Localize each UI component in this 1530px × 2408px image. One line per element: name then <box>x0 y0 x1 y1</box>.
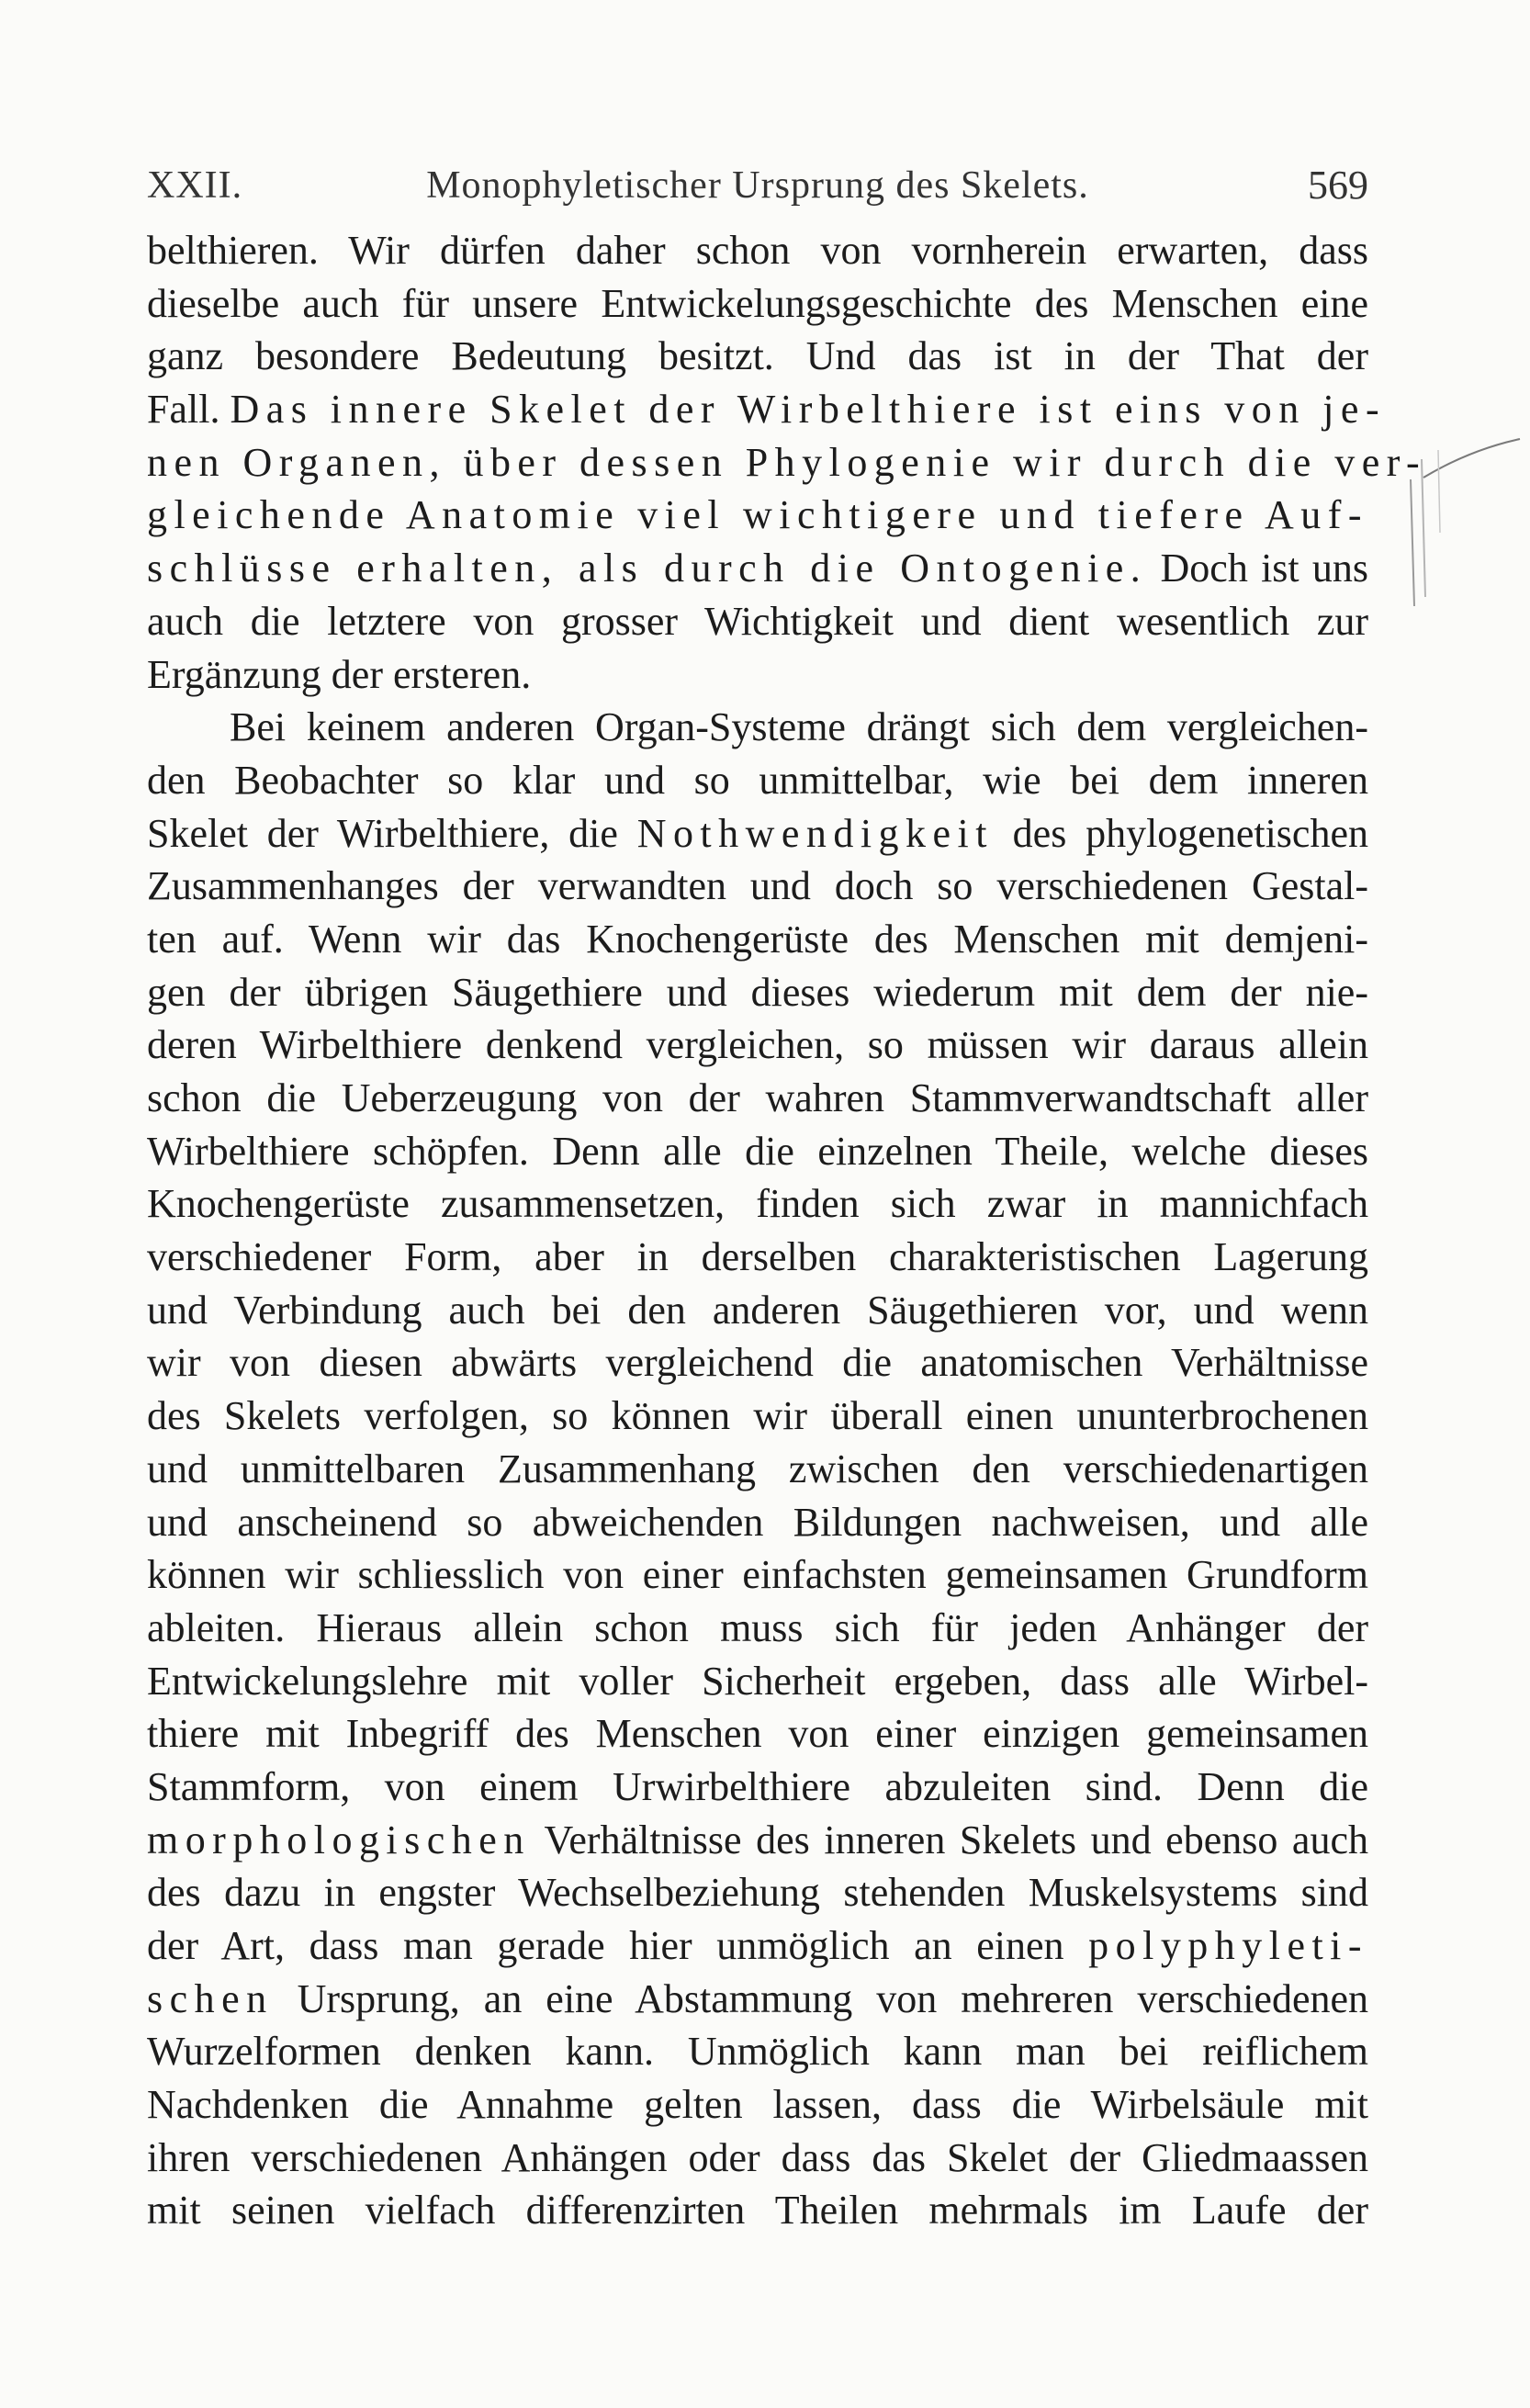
text-segment: dieselbe auch für unsere Entwickelungsgeschichte des Menschen eine <box>147 280 1368 326</box>
text-line <box>147 2132 1368 2185</box>
spaced-emphasis-text: morphologischen <box>147 1817 531 1862</box>
text-segment: Ergänzung der ersteren. <box>147 651 532 697</box>
text-line <box>147 1707 1368 1761</box>
text-line <box>147 1284 1368 1337</box>
text-line <box>147 1496 1368 1549</box>
text-line <box>147 1443 1368 1496</box>
text-segment: gen der übrigen Säugethiere und dieses wiederum mit dem der nie- <box>147 969 1368 1015</box>
text-segment: Ursprung, an eine Abstammung von mehreren verschiedenen <box>273 1975 1368 2021</box>
text-segment: belthieren. Wir dürfen daher schon von vornherein erwarten, dass <box>147 228 1368 273</box>
text-segment: Wirbelthiere schöpfen. Denn alle die einzelnen Theile, welche dieses <box>147 1128 1368 1174</box>
text-segment: Zusammenhanges der verwandten und doch so verschiedenen Gestal- <box>147 863 1368 909</box>
text-line <box>147 595 1368 648</box>
text-segment: Skelet der Wirbelthiere, die <box>147 810 637 856</box>
text-line <box>147 1548 1368 1602</box>
body-text <box>147 224 1427 2237</box>
text-line <box>147 1919 1368 1973</box>
page-number: 569 <box>1308 163 1368 208</box>
text-segment: deren Wirbelthiere denkend vergleichen, so müssen wir daraus allein <box>147 1022 1368 1068</box>
text-segment: wir von diesen abwärts vergleichend die anatomischen Verhältnisse <box>147 1340 1368 1386</box>
spaced-emphasis-text: nen Organen, über dessen Phylogenie wir durch die ver- <box>147 439 1427 485</box>
text-line <box>147 330 1368 383</box>
text-line <box>147 860 1368 913</box>
text-segment: Stammform, von einem Urwirbelthiere abzuleiten sind. Denn die <box>147 1763 1368 1809</box>
text-segment: den Beobachter so klar und so unmittelbar, wie bei dem inneren <box>147 757 1368 803</box>
text-line <box>147 754 1368 807</box>
text-line <box>147 2025 1368 2078</box>
text-line <box>147 436 1427 489</box>
text-line <box>147 1125 1368 1178</box>
text-line <box>147 1973 1368 2026</box>
text-line <box>147 1602 1368 1655</box>
text-segment: können wir schliesslich von einer einfachsten gemeinsamen Grundform <box>147 1552 1368 1598</box>
text-line <box>147 701 1368 754</box>
text-line <box>147 648 1368 702</box>
text-segment: verschiedener Form, aber in derselben charakteristischen Lagerung <box>147 1234 1368 1280</box>
spaced-emphasis-text: gleichende Anatomie viel wichtigere und tiefere Auf- <box>147 492 1368 538</box>
text-line <box>147 224 1368 277</box>
text-segment: schon die Ueberzeugung von der wahren Stammverwandtschaft aller <box>147 1075 1368 1120</box>
text-line <box>147 1072 1368 1125</box>
text-line <box>147 913 1368 966</box>
text-segment: Fall. <box>147 387 231 433</box>
margin-pencil-mark <box>1405 422 1524 643</box>
text-line <box>147 1231 1368 1284</box>
text-line <box>147 542 1368 595</box>
chapter-number: XXII. <box>147 164 243 207</box>
text-segment: und anscheinend so abweichenden Bildungen nachweisen, und alle <box>147 1499 1368 1545</box>
text-segment: auch die letztere von grosser Wichtigkeit und dient wesentlich zur <box>147 598 1368 644</box>
text-segment: des dazu in engster Wechselbeziehung stehenden Muskelsystems sind <box>147 1870 1368 1916</box>
running-title: Monophyletischer Ursprung des Skelets. <box>426 164 1089 207</box>
running-head <box>147 158 1368 213</box>
text-segment: des Skelets verfolgen, so können wir überall einen ununterbrochenen <box>147 1393 1368 1439</box>
text-segment: der Art, dass man gerade hier unmöglich an einen <box>147 1923 1089 1968</box>
text-line <box>147 807 1368 861</box>
text-segment: und unmittelbaren Zusammenhang zwischen den verschiedenartigen <box>147 1446 1368 1491</box>
text-segment: Bei keinem anderen Organ-Systeme drängt sich dem vergleichen- <box>230 704 1368 750</box>
text-line <box>147 1761 1368 1814</box>
text-segment: des phylogenetischen <box>993 810 1368 856</box>
text-line <box>147 277 1368 331</box>
text-line <box>147 1814 1368 1867</box>
text-line <box>147 1018 1368 1072</box>
text-segment: Wurzelformen denken kann. Unmöglich kann man bei reiflichem <box>147 2029 1368 2075</box>
spaced-emphasis-text: Das innere Skelet der Wirbelthiere ist eins von je- <box>230 387 1387 433</box>
text-segment: Knochengerüste zusammensetzen, finden sich zwar in mannichfach <box>147 1181 1368 1227</box>
spaced-emphasis-text: schlüsse erhalten, als durch die Ontogenie. <box>147 546 1148 591</box>
text-segment: ten auf. Wenn wir das Knochengerüste des Menschen mit demjeni- <box>147 916 1368 962</box>
text-segment: thiere mit Inbegriff des Menschen von einer einzigen gemeinsamen <box>147 1711 1368 1757</box>
spaced-emphasis-text: Nothwendigkeit <box>636 810 994 856</box>
text-line <box>147 966 1368 1019</box>
text-segment: Verhältnisse des inneren Skelets und ebenso auch <box>530 1817 1368 1862</box>
text-line <box>147 2184 1368 2237</box>
spaced-emphasis-text: polyphyleti- <box>1088 1923 1368 1968</box>
text-line <box>147 1866 1368 1919</box>
text-segment: Doch ist uns <box>1147 546 1369 591</box>
text-line <box>147 1336 1368 1390</box>
text-line <box>147 1390 1368 1443</box>
text-line <box>147 489 1368 542</box>
text-segment: Entwickelungslehre mit voller Sicherheit ergeben, dass alle Wirbel- <box>147 1658 1368 1704</box>
text-line <box>147 1655 1368 1708</box>
text-line <box>147 1177 1368 1231</box>
text-segment: Nachdenken die Annahme gelten lassen, dass die Wirbelsäule mit <box>147 2082 1368 2128</box>
text-segment: ihren verschiedenen Anhängen oder dass das Skelet der Gliedmaassen <box>147 2134 1368 2180</box>
text-segment: ganz besondere Bedeutung besitzt. Und das ist in der That der <box>147 333 1368 379</box>
spaced-emphasis-text: schen <box>147 1975 274 2021</box>
text-segment: und Verbindung auch bei den anderen Säugethieren vor, und wenn <box>147 1287 1368 1333</box>
text-line <box>147 383 1387 436</box>
text-line <box>147 2078 1368 2132</box>
text-segment: ableiten. Hieraus allein schon muss sich für jeden Anhänger der <box>147 1604 1368 1650</box>
text-segment: mit seinen vielfach differenzirten Theilen mehrmals im Laufe der <box>147 2188 1368 2234</box>
